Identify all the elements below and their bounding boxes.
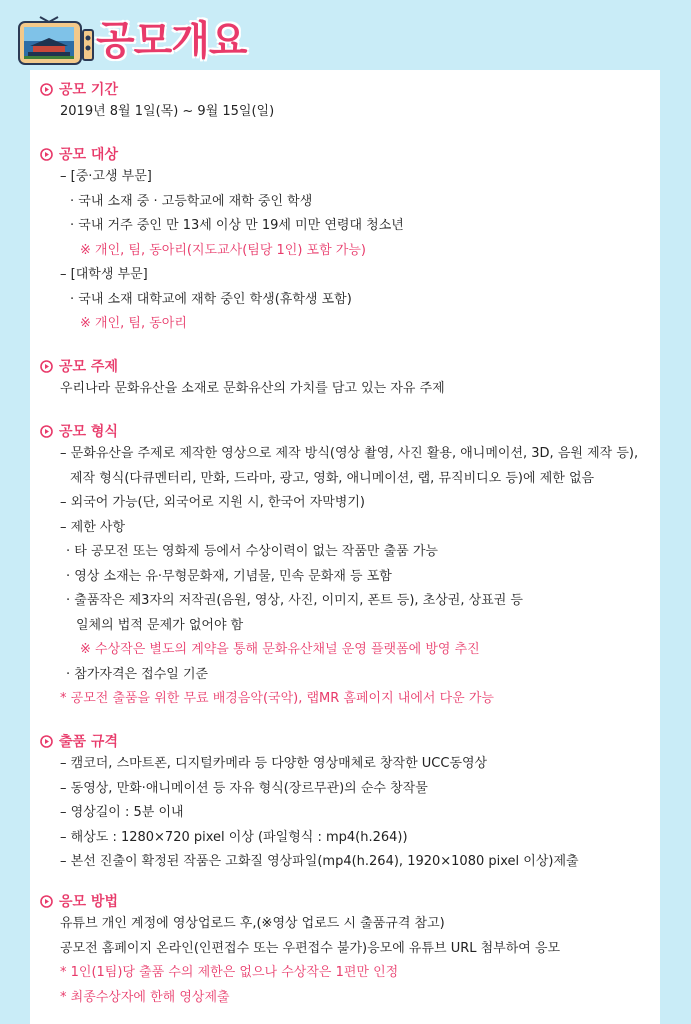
section-format: [40, 420, 660, 712]
text-line: 2019년 8월 1일(목) ~ 9월 15일(일): [60, 104, 275, 119]
section-header: [40, 143, 660, 165]
text-line: 일체의 법적 문제가 없어야 함: [76, 617, 244, 633]
section-period: [40, 78, 660, 125]
play-circle-icon: [40, 148, 53, 161]
note-line: * 1인(1팀)당 출품 수의 제한은 없으나 수상작은 1편만 인정: [60, 965, 399, 980]
text-line: – [중·고생 부문]: [60, 169, 152, 184]
section-header: [40, 420, 660, 442]
play-circle-icon: [40, 360, 53, 373]
section-title: 공모 기간: [59, 82, 118, 98]
section-header: [40, 355, 660, 377]
section-specs: [40, 730, 660, 875]
section-title: 응모 방법: [59, 894, 118, 910]
play-circle-icon: [40, 895, 53, 908]
note-line: * 최종수상자에 한해 영상제출: [60, 989, 230, 1005]
palace-tv-icon: [18, 16, 96, 66]
text-line: – 캠코더, 스마트폰, 디지털카메라 등 다양한 영상매체로 창작한 UCC동영상: [60, 756, 488, 771]
text-line: 우리나라 문화유산을 소재로 문화유산의 가치를 담고 있는 자유 주제: [60, 381, 445, 396]
section-title: 공모 주제: [59, 359, 118, 375]
text-line: – 외국어 가능(단, 외국어로 지원 시, 한국어 자막병기): [60, 495, 365, 510]
text-line: 공모전 홈페이지 온라인(인편접수 또는 우편접수 불가)응모에 유튜브 URL 첨부하여 응모: [60, 940, 561, 956]
page-header: [10, 4, 410, 68]
text-line: – 문화유산을 주제로 제작한 영상으로 제작 방식(영상 촬영, 사진 활용, 애니메이션, 3D, 음원 제작 등),: [60, 446, 639, 461]
text-line: · 타 공모전 또는 영화제 등에서 수상이력이 없는 작품만 출품 가능: [66, 544, 438, 559]
text-line: – 제한 사항: [60, 519, 125, 535]
section-header: [40, 730, 660, 752]
text-line: · 국내 거주 중인 만 13세 이상 만 19세 미만 연령대 청소년: [70, 218, 404, 233]
section-title: 출품 규격: [59, 734, 118, 750]
play-circle-icon: [40, 425, 53, 438]
section-theme: [40, 355, 660, 402]
text-line: – 동영상, 만화·애니메이션 등 자유 형식(장르무관)의 순수 창작물: [60, 780, 428, 796]
text-line: 제작 형식(다큐멘터리, 만화, 드라마, 광고, 영화, 애니메이션, 랩, 뮤직비디오 등)에 제한 없음: [70, 470, 595, 486]
text-line: – 해상도 : 1280×720 pixel 이상 (파일형식 : mp4(h.264)): [60, 829, 408, 845]
section-title: 공모 대상: [59, 147, 118, 163]
text-line: 유튜브 개인 계정에 영상업로드 후,(※영상 업로드 시 출품규격 참고): [60, 916, 445, 931]
note-line: ※ 개인, 팀, 동아리(지도교사(팀당 1인) 포함 가능): [80, 242, 366, 258]
section-header: [40, 78, 660, 100]
text-line: · 출품작은 제3자의 저작권(음원, 영상, 사진, 이미지, 폰트 등), 초상권, 상표권 등: [66, 593, 523, 608]
section-header: [40, 890, 660, 912]
text-line: · 영상 소재는 유·무형문화재, 기념물, 민속 문화재 등 포함: [66, 568, 392, 584]
text-line: – [대학생 부문]: [60, 267, 148, 282]
text-line: · 국내 소재 중 · 고등학교에 재학 중인 학생: [70, 193, 313, 209]
note-line: ※ 수상작은 별도의 계약을 통해 문화유산채널 운영 플랫폼에 방영 추진: [80, 642, 480, 657]
play-circle-icon: [40, 83, 53, 96]
text-line: – 본선 진출이 확정된 작품은 고화질 영상파일(mp4(h.264), 1920×1080 pixel 이상)제출: [60, 854, 579, 869]
section-application: [40, 890, 660, 1010]
note-line: * 공모전 출품을 위한 무료 배경음악(국악), 랩MR 홈페이지 내에서 다운 가능: [60, 691, 494, 706]
play-circle-icon: [40, 735, 53, 748]
page-title: 공모개요: [96, 18, 247, 64]
text-line: · 참가자격은 접수일 기준: [66, 666, 209, 682]
text-line: – 영상길이 : 5분 이내: [60, 805, 184, 820]
text-line: · 국내 소재 대학교에 재학 중인 학생(휴학생 포함): [70, 291, 352, 307]
section-eligibility: [40, 143, 660, 337]
note-line: ※ 개인, 팀, 동아리: [80, 316, 187, 331]
section-title: 공모 형식: [59, 424, 118, 440]
